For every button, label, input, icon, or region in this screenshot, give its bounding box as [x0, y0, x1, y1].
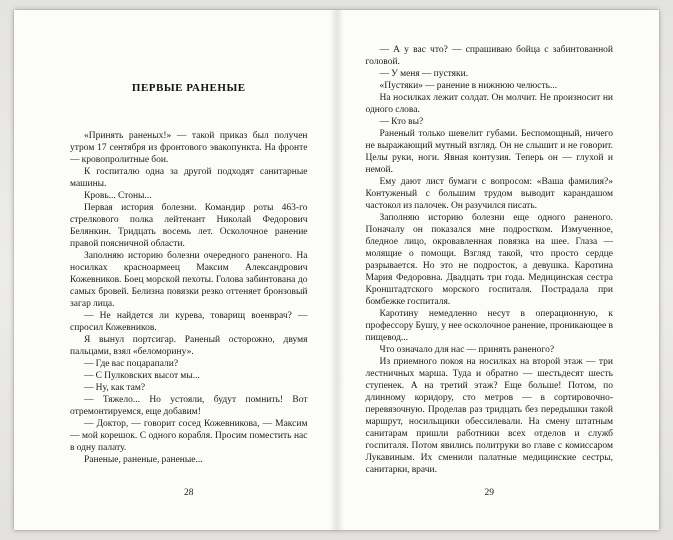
paragraph: Раненые, раненые, раненые...: [84, 455, 203, 465]
paragraph: Кровь... Стоны...: [84, 191, 152, 201]
paragraph: Первая история болезни. Командир роты 463-го стрелкового полка лейтенант Николай Федорович Белянкин. Тридцать восемь лет. Осколочное ранение правой поясничной области.: [70, 203, 308, 249]
paragraph: — Ну, как там?: [84, 383, 146, 393]
paragraph: Что означало для нас — принять раненого?: [379, 345, 555, 355]
paragraph: Ему дают лист бумаги с вопросом: «Ваша фамилия?» Контуженый с большим трудом выводит карандашом частокол из палочек. Он разучился писать.: [365, 177, 613, 211]
paragraph: Заполняю историю болезни очередного раненого. На носилках красноармеец Максим Александрович Кожевников. Боец морской пехоты. Голова забинтована до самых бровей. Белизна повязки резко оттеняет бронзовый загар лица.: [70, 251, 308, 309]
paragraph: На носилках лежит солдат. Он молчит. Не произносит ни одного слова.: [365, 93, 613, 115]
paragraph: — Доктор, — говорит сосед Кожевникова, — Максим — мой корешок. С одного корабля. Просим поместить нас в одну палату.: [70, 419, 308, 453]
page-number-left: 28: [184, 488, 194, 498]
chapter-heading: ПЕРВЫЕ РАНЕНЫЕ: [131, 82, 246, 94]
paragraph: Я вынул портсигар. Раненый осторожно, двумя пальцами, взял «беломорину».: [70, 335, 308, 357]
paragraph: Из приемного покоя на носилках на второй этаж — три лестничных марша. Туда и обратно — шестьдесят шесть ступенек. А на третий этаж? Еще больше! Потом, по длинному коридору, сто метров — в сортировочно-перевязочную. Проделав раз тридцать без передышки такой маршрут, носильщики обессилевали. На смену штатным санитарам пришли работники всех отделов и служб госпиталя. Потом явились политруки во главе с комиссаром Лукавиным. Их сменили палатные медицинские сестры, санитарки, врачи.: [365, 357, 613, 475]
paragraph: — Тяжело... Но устояли, будут помнить! Вот отремонтируемся, еще добавим!: [70, 395, 308, 417]
paragraph: «Пустяки» — ранение в нижнюю челюсть...: [379, 81, 558, 91]
paragraph: «Принять раненых!» — такой приказ был получен утром 17 сентября из фронтового эвакопункта. На фронте — кровопролитные бои.: [70, 131, 308, 165]
paragraph: К госпиталю одна за другой подходят санитарные машины.: [70, 167, 308, 189]
paragraph: — У меня — пустяки.: [379, 69, 469, 79]
top-margin: [366, 10, 614, 44]
left-page: [14, 10, 330, 530]
page-number-right: 29: [484, 488, 494, 498]
paragraph: Заполняю историю болезни еще одного раненого. Поначалу он показался мне подростком. Измученное, бледное лицо, окровавленная повязка на шее. Глаза — молящие о помощи. Взгляд такой, что просто сердце разрывается. Но это не подросток, а девушка. Каротина Мария Федоровна. Двадцать три года. Медицинская сестра Кронштадтского морского госпиталя. Пострадала при бомбежке госпиталя.: [365, 213, 613, 307]
paragraph: Раненый только шевелит губами. Беспомощный, ничего не выражающий мутный взгляд. Он не слышит и не говорит. Целы руки, ноги. Явная контузия. Теперь он — глухой и немой.: [365, 129, 613, 175]
paragraph: — С Пулковских высот мы...: [84, 371, 200, 381]
paragraph: — Где вас поцарапали?: [84, 359, 179, 369]
paragraph: — Не найдется ли курева, товарищ военврач? — спросил Кожевников.: [70, 311, 308, 333]
gutter-shadow: [330, 10, 344, 530]
paragraph: — Кто вы?: [379, 117, 424, 127]
paragraph: — А у вас что? — спрашиваю бойца с забинтованной головой.: [365, 45, 613, 67]
right-page: [344, 10, 660, 530]
book-spread: [14, 10, 659, 530]
right-page-text-column: [366, 10, 614, 530]
paragraph: Каротину немедленно несут в операционную, к профессору Бушу, у нее осколочное ранение, проникающее в пищевод...: [365, 309, 613, 343]
left-page-text-column: [70, 10, 308, 530]
